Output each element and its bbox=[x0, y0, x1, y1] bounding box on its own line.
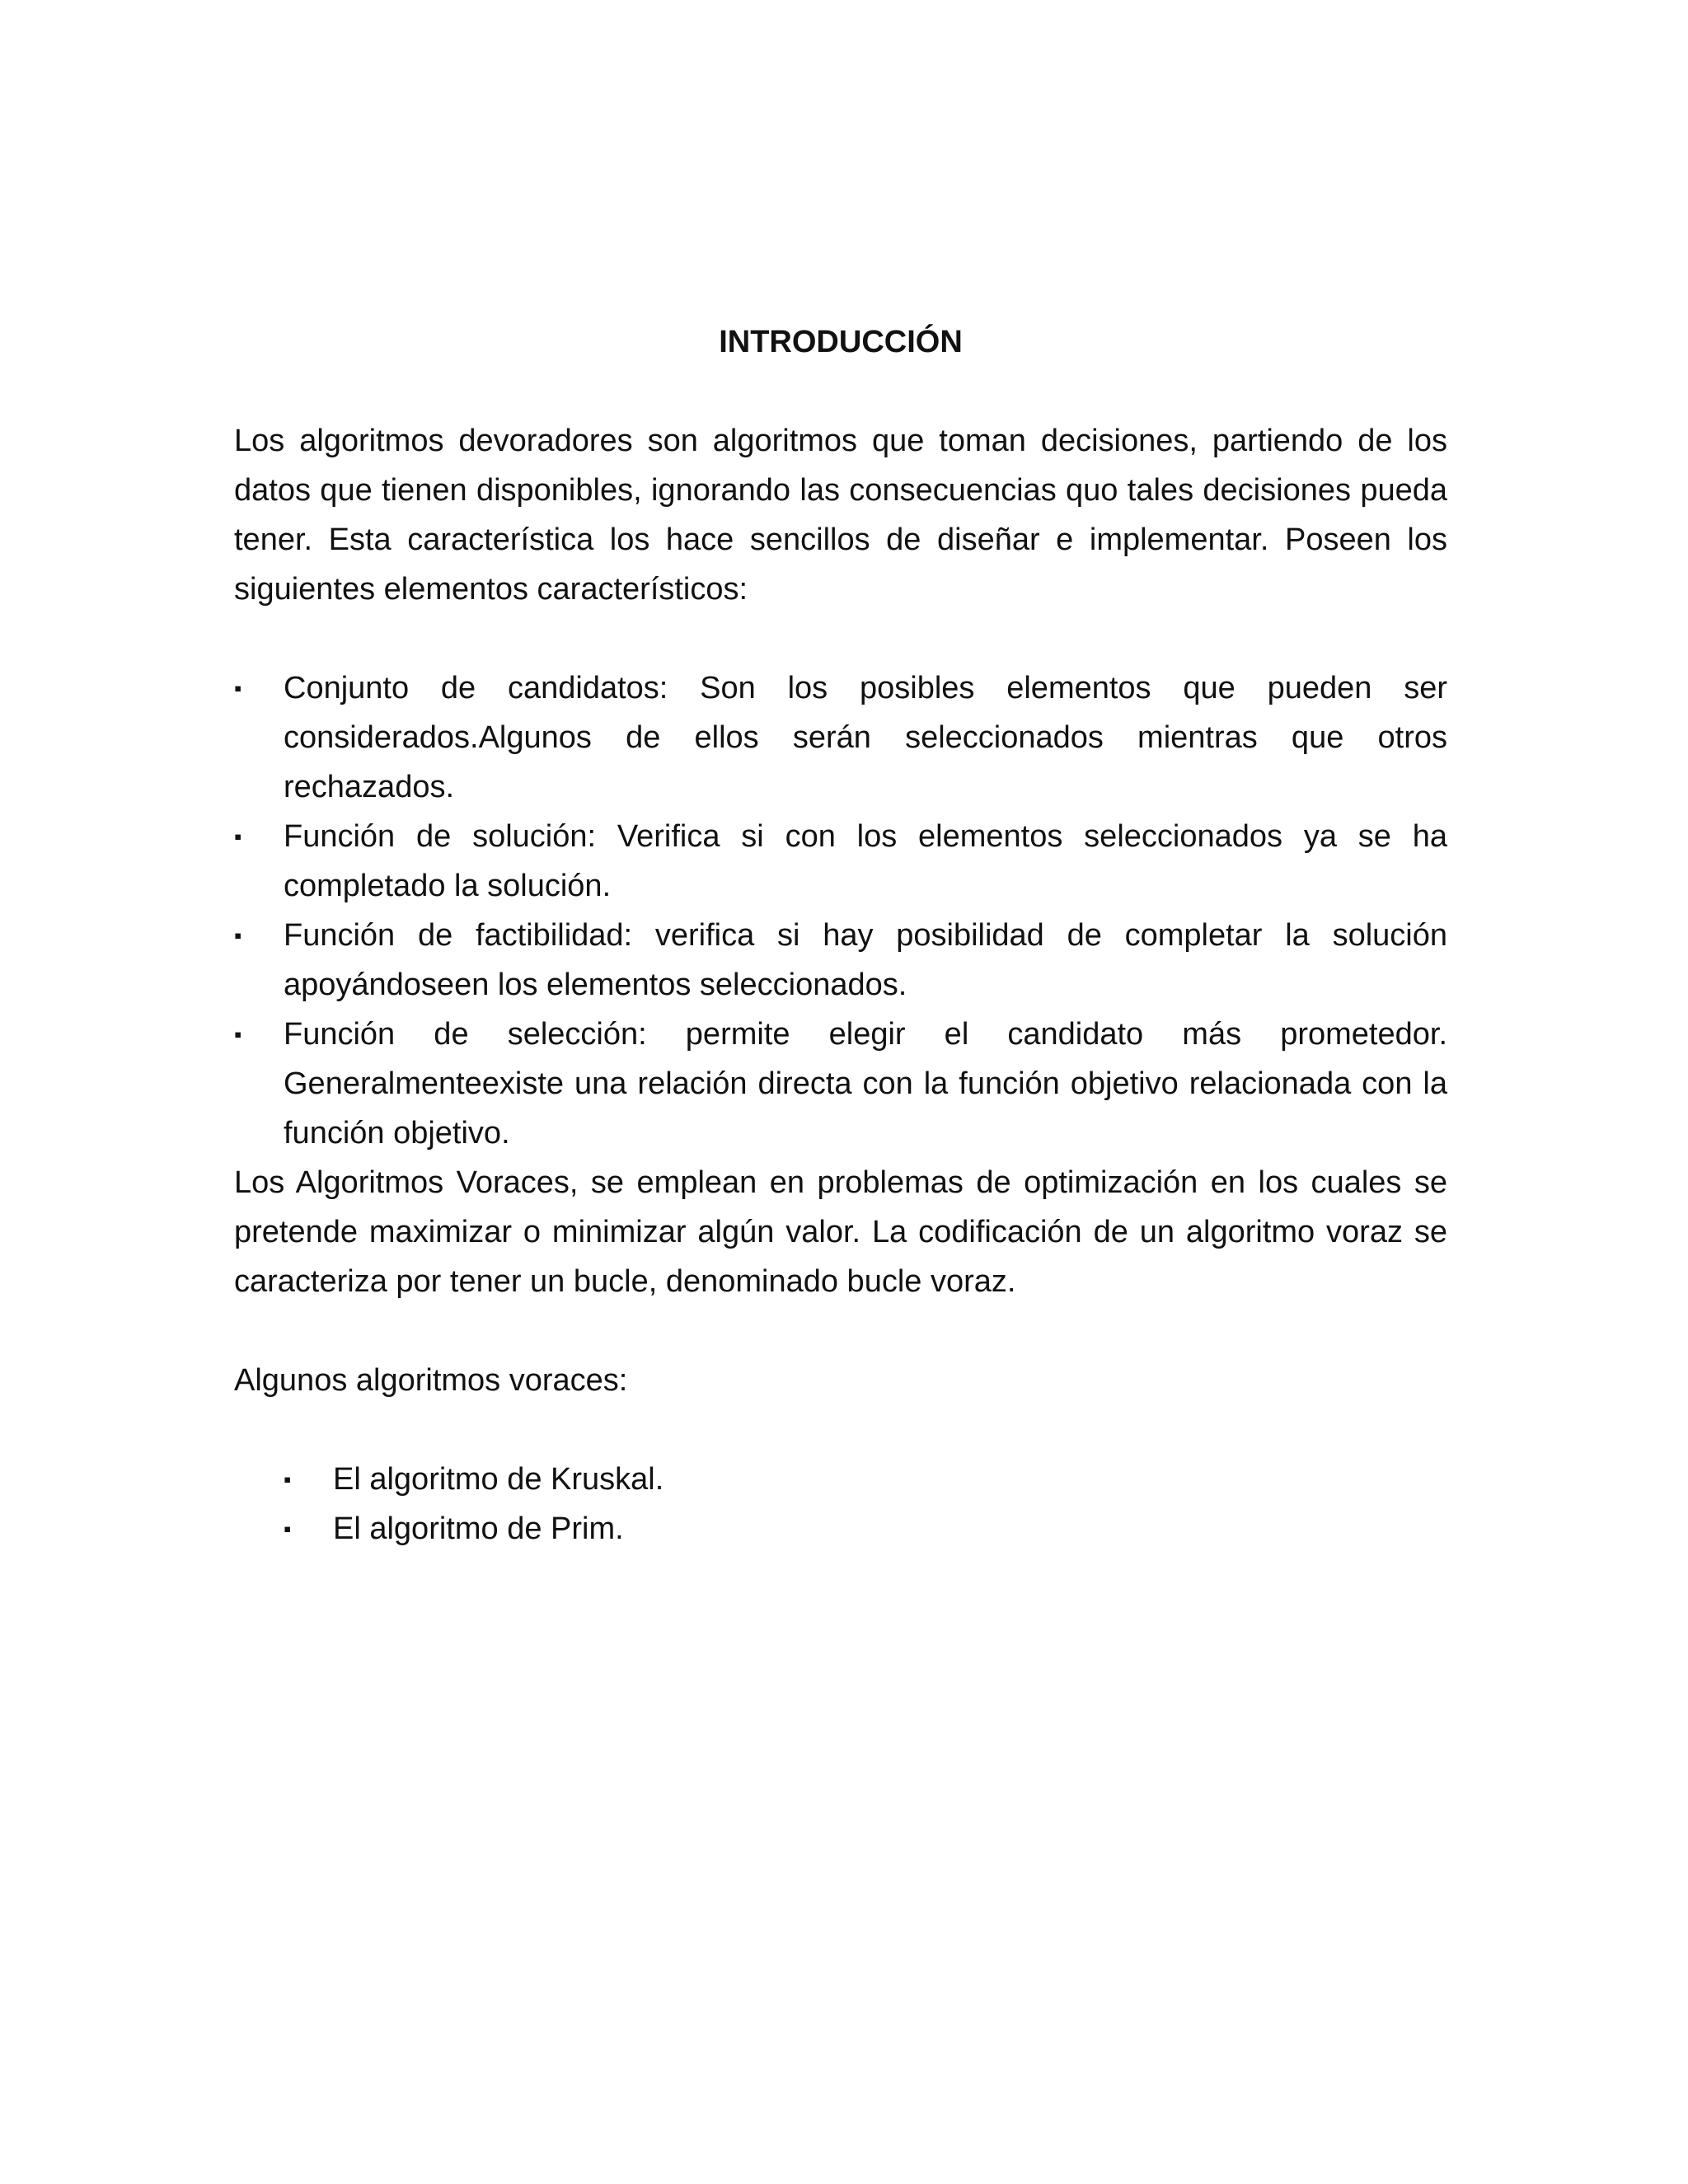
list-item bbox=[234, 663, 1447, 812]
list-item bbox=[284, 1504, 1447, 1554]
feature-text: Función de solución: Verifica si con los elementos seleccionados ya se ha completado la solución. bbox=[284, 819, 1447, 903]
intro-paragraph: Los algoritmos devoradores son algoritmos que toman decisiones, partiendo de los datos que tienen disponibles, ignorando las consecuencias quo tales decisiones pueda tener. Esta característica los hace sencillos de diseñar e implementar. Poseen los siguientes elementos característicos: bbox=[234, 424, 1447, 607]
spacer bbox=[234, 614, 1447, 663]
feature-text: Función de factibilidad: verifica si hay posibilidad de completar la solución apoyándoseen los elementos seleccionados. bbox=[284, 918, 1447, 1002]
list-item bbox=[234, 911, 1447, 1010]
bullet-icon: ▪ bbox=[284, 1516, 292, 1541]
feature-text: Conjunto de candidatos: Son los posibles elementos que pueden ser considerados.Algunos de ellos serán seleccionados mientras que otros rechazados. bbox=[284, 671, 1447, 804]
list-item bbox=[234, 1010, 1447, 1158]
page-title: INTRODUCCIÓN bbox=[719, 325, 963, 359]
list-item bbox=[234, 812, 1447, 911]
examples-heading: Algunos algoritmos voraces: bbox=[234, 1363, 628, 1398]
voraces-paragraph: Los Algoritmos Voraces, se emplean en problemas de optimización en los cuales se pretende maximizar o minimizar algún valor. La codificación de un algoritmo voraz se caracteriza por tener un bucle, denominado bucle voraz. bbox=[234, 1165, 1447, 1299]
spacer bbox=[234, 1405, 1447, 1455]
bullet-icon: ▪ bbox=[284, 1467, 292, 1492]
features-list bbox=[234, 663, 1447, 1158]
document-body bbox=[234, 317, 1447, 1554]
feature-text: Función de selección: permite elegir el candidato más prometedor. Generalmenteexiste una relación directa con la función objetivo relacionada con la función objetivo. bbox=[284, 1017, 1447, 1151]
bullet-icon: ▪ bbox=[234, 923, 242, 948]
list-item bbox=[284, 1455, 1447, 1504]
examples-list bbox=[234, 1455, 1447, 1554]
spacer bbox=[234, 1306, 1447, 1356]
bullet-icon: ▪ bbox=[234, 824, 242, 849]
bullet-icon: ▪ bbox=[234, 676, 242, 701]
example-text: El algoritmo de Kruskal. bbox=[333, 1462, 664, 1497]
example-text: El algoritmo de Prim. bbox=[333, 1511, 624, 1546]
bullet-icon: ▪ bbox=[234, 1022, 242, 1047]
